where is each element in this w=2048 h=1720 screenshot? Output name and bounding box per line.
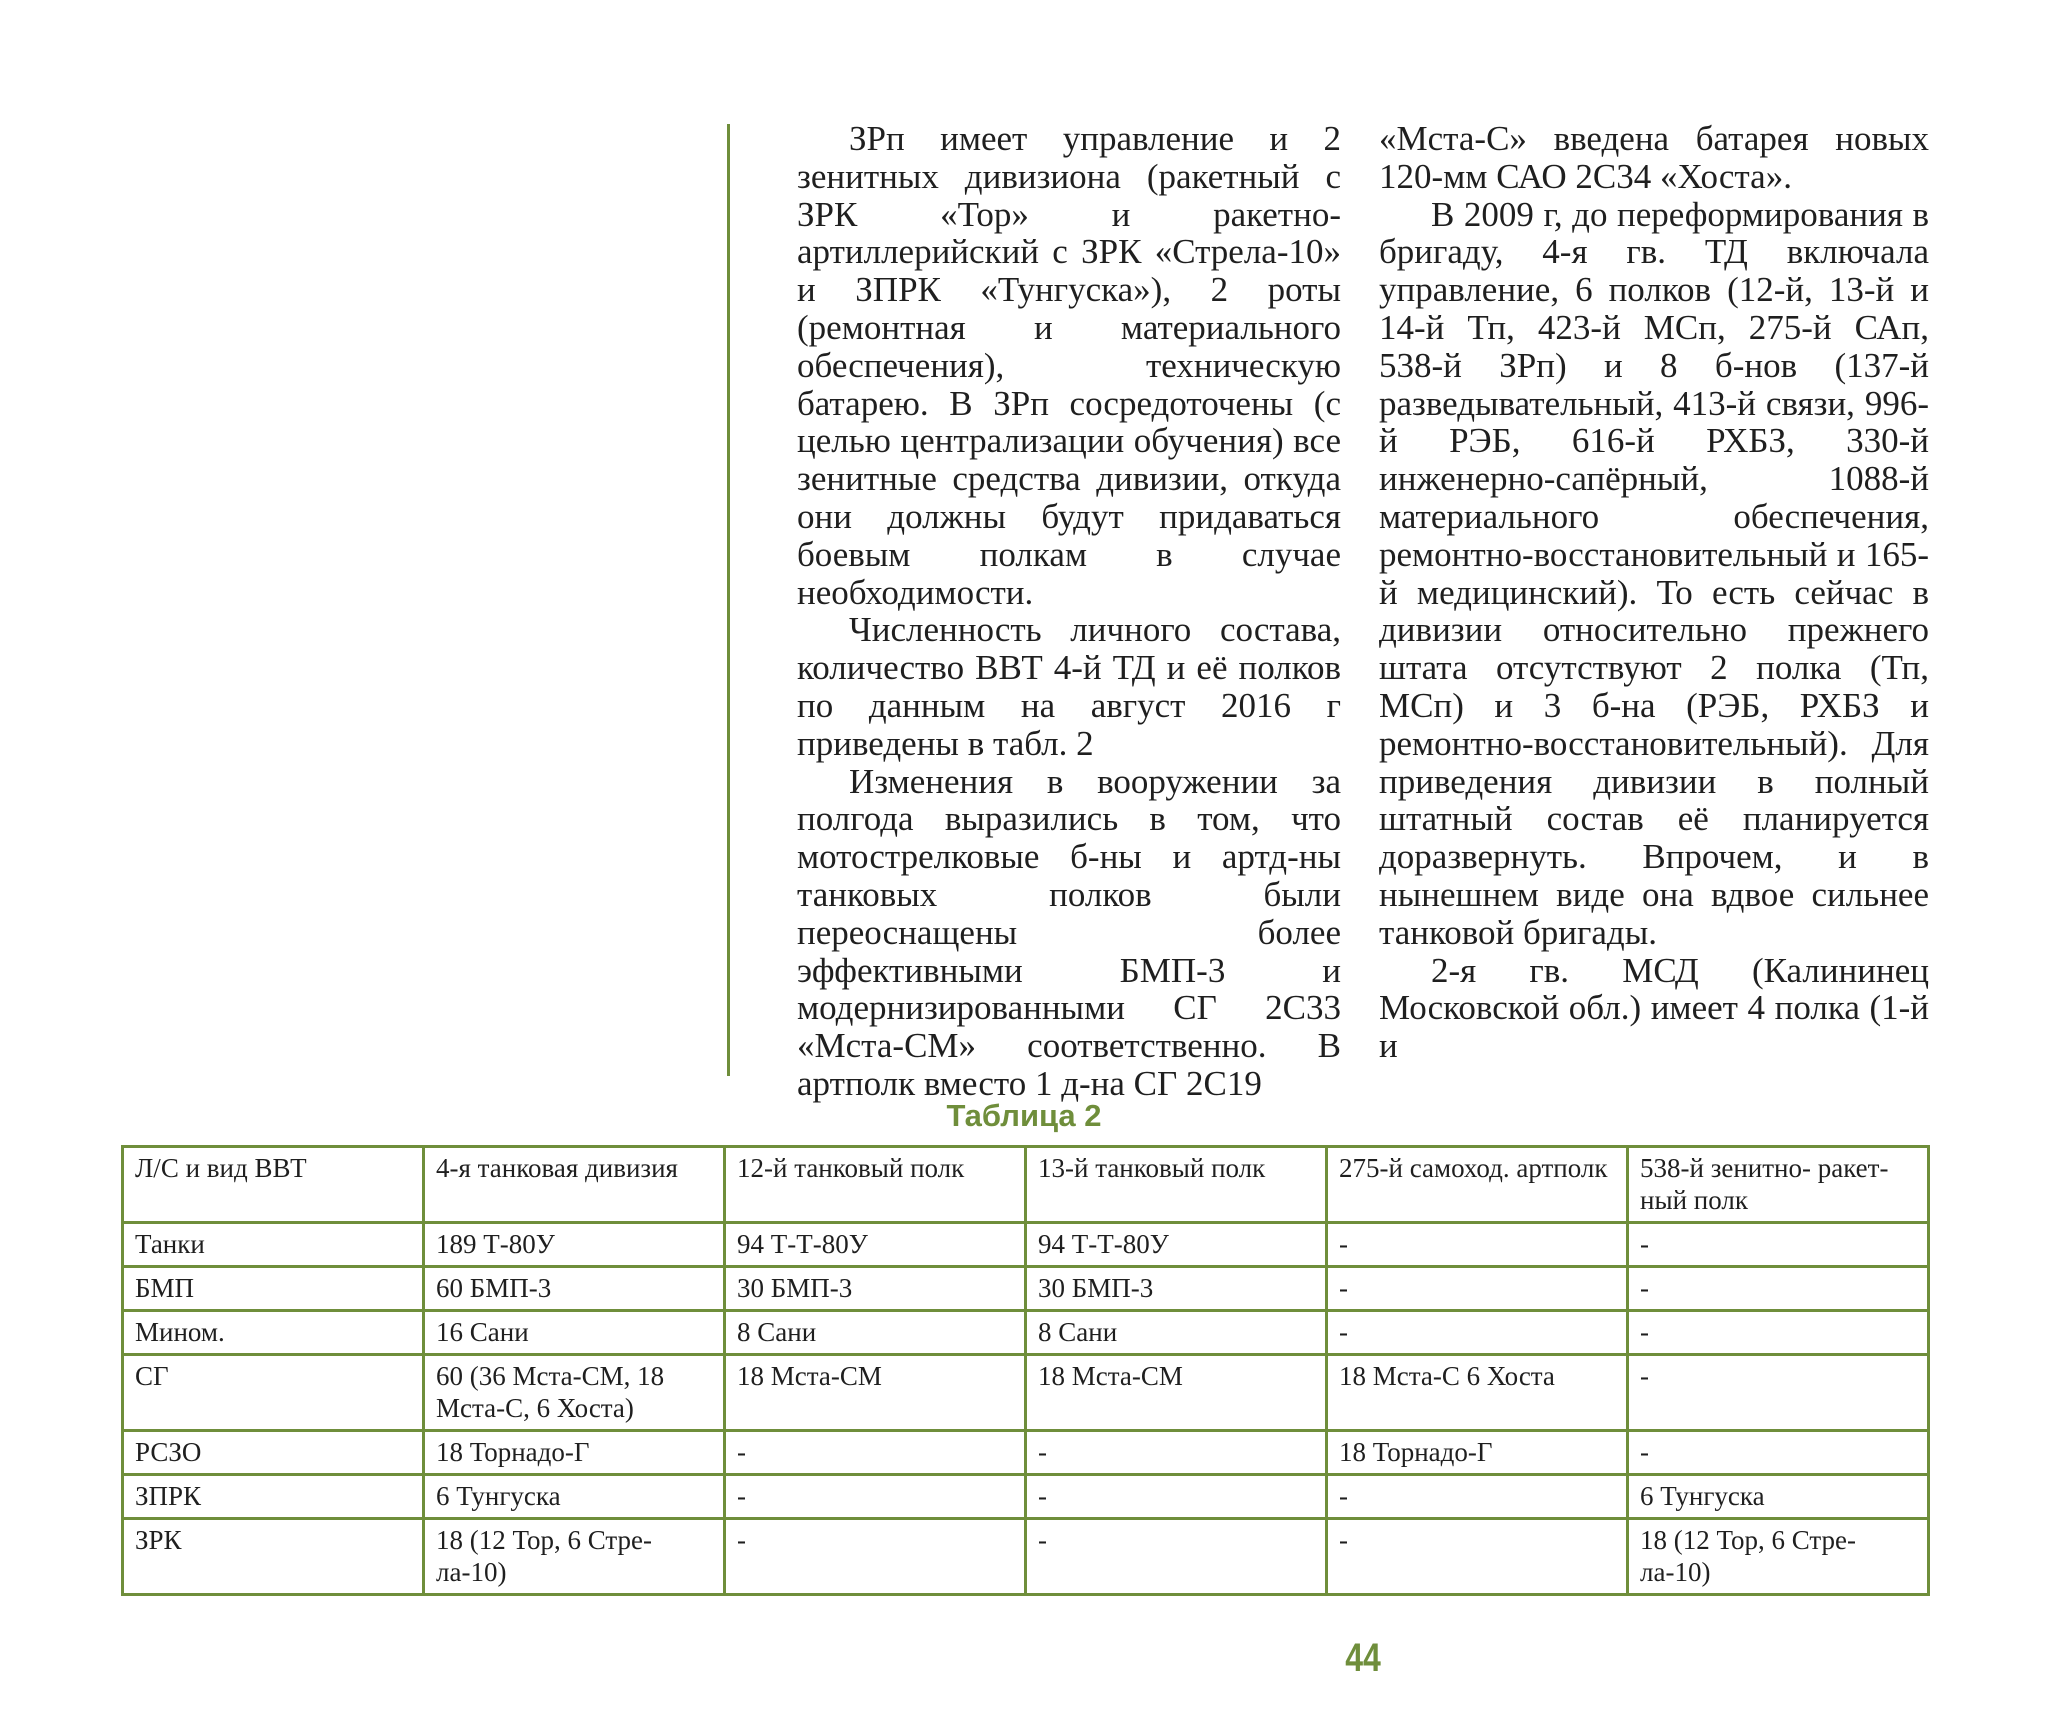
table-cell: Мином. — [123, 1311, 424, 1355]
column-divider-rule — [727, 124, 730, 1076]
table-cell: ЗРК — [123, 1519, 424, 1595]
table-cell: - — [725, 1475, 1026, 1519]
paragraph: Численность личного состава, количество ВВТ 4-й ТД и её полков по данным на август 2016 г приведены в табл. 2 — [797, 610, 1341, 763]
table-cell: РСЗО — [123, 1431, 424, 1475]
table-row — [123, 1475, 1929, 1519]
table-cell: 18 Мста-СМ — [1026, 1355, 1327, 1431]
table-cell: 60 (36 Мста-СМ, 18 Мста-С, 6 Хоста) — [424, 1355, 725, 1431]
table-cell: - — [1628, 1431, 1929, 1475]
header-cell: Л/С и вид ВВТ — [123, 1147, 424, 1223]
table-header-row — [123, 1147, 1929, 1223]
page-number: 44 — [1345, 1636, 1381, 1680]
table-row — [123, 1355, 1929, 1431]
table-cell: - — [1327, 1267, 1628, 1311]
header-cell: 275-й самоход. артполк — [1327, 1147, 1628, 1223]
table-cell: 189 Т-80У — [424, 1223, 725, 1267]
table-cell: - — [1327, 1223, 1628, 1267]
table-row — [123, 1267, 1929, 1311]
table-cell: - — [1327, 1311, 1628, 1355]
table-cell: - — [725, 1519, 1026, 1595]
table-cell: - — [725, 1431, 1026, 1475]
table-title: Таблица 2 — [946, 1098, 1102, 1133]
table-row — [123, 1311, 1929, 1355]
header-cell: 538-й зенитно- ракетный полк — [1628, 1147, 1929, 1223]
header-cell: 4-я танковая дивизия — [424, 1147, 725, 1223]
table-cell: 30 БМП-3 — [1026, 1267, 1327, 1311]
table-cell: 18 Мста-СМ — [725, 1355, 1026, 1431]
equipment-table — [121, 1145, 1930, 1596]
table-cell: - — [1327, 1519, 1628, 1595]
table-row — [123, 1431, 1929, 1475]
text-column-left — [797, 120, 1341, 1103]
table-cell: 8 Сани — [725, 1311, 1026, 1355]
header-cell: 13-й танковый полк — [1026, 1147, 1327, 1223]
table-cell: - — [1628, 1223, 1929, 1267]
table-cell: - — [1628, 1267, 1929, 1311]
paragraph: 2-я гв. МСД (Калининец Московской обл.) имеет 4 полка (1-й и — [1379, 950, 1929, 1066]
table-cell: 18 (12 Тор, 6 Стрела-10) — [424, 1519, 725, 1595]
table-row — [123, 1223, 1929, 1267]
table-cell: - — [1628, 1311, 1929, 1355]
paragraph: Изменения в вооружении за полгода выразились в том, что мотострелковые б-ны и артд-ны танковых полков были переоснащены более эффективными БМП-3 и модернизированными СГ 2С33 «Мста-СМ» соответственно. В артполк вместо 1 д-на СГ 2С19 — [797, 761, 1341, 1103]
table-cell: 18 (12 Тор, 6 Стрела-10) — [1628, 1519, 1929, 1595]
table-cell: 30 БМП-3 — [725, 1267, 1026, 1311]
table-cell: ЗПРК — [123, 1475, 424, 1519]
table-cell: 18 Торнадо-Г — [424, 1431, 725, 1475]
table-cell: 16 Сани — [424, 1311, 725, 1355]
paragraph: ЗРп имеет управление и 2 зенитных дивизиона (ракетный с ЗРК «Тор» и ракетно-артиллерийский с ЗРК «Стрела-10» и ЗПРК «Тунгуска»), 2 роты (ремонтная и материального обеспечения), техническую батарею. В ЗРп сосредоточены (с целью централизации обучения) все зенитные средства дивизии, откуда они должны будут придаваться боевым полкам в случае необходимости. — [797, 119, 1341, 612]
table-cell: - — [1628, 1355, 1929, 1431]
table-cell: 6 Тунгуска — [424, 1475, 725, 1519]
table-cell: 94 Т-Т-80У — [725, 1223, 1026, 1267]
table-cell: - — [1026, 1475, 1327, 1519]
paragraph: «Мста-С» введена батарея новых 120-мм САО 2С34 «Хоста». — [1379, 119, 1929, 196]
table-cell: 94 Т-Т-80У — [1026, 1223, 1327, 1267]
table-cell: 18 Торнадо-Г — [1327, 1431, 1628, 1475]
table-cell: 6 Тунгуска — [1628, 1475, 1929, 1519]
header-cell: 12-й танковый полк — [725, 1147, 1026, 1223]
table-cell: 60 БМП-3 — [424, 1267, 725, 1311]
table-cell: СГ — [123, 1355, 424, 1431]
table-row — [123, 1519, 1929, 1595]
table-cell: - — [1026, 1519, 1327, 1595]
text-column-right — [1379, 120, 1929, 1065]
table-cell: - — [1327, 1475, 1628, 1519]
paragraph: В 2009 г, до переформирования в бригаду, 4-я гв. ТД включала управление, 6 полков (12-й, 13-й и 14-й Тп, 423-й МСп, 275-й САп, 538-й ЗРп) и 8 б-нов (137-й разведывательный, 413-й связи, 996-й РЭБ, 616-й РХБЗ, 330-й инженерно-сапёрный, 1088-й материального обеспечения, ремонтно-восстановительный и 165-й медицинский). То есть сейчас в дивизии относительно прежнего штата отсутствуют 2 полка (Тп, МСп) и 3 б-на (РЭБ, РХБЗ и ремонтно-восстановительный). Для приведения дивизии в полный штатный состав её планируется доразвернуть. Впрочем, и в нынешнем виде она вдвое сильнее танковой бригады. — [1379, 194, 1929, 952]
table-cell: - — [1026, 1431, 1327, 1475]
table-cell: БМП — [123, 1267, 424, 1311]
table-cell: 18 Мста-С 6 Хоста — [1327, 1355, 1628, 1431]
table-cell: Танки — [123, 1223, 424, 1267]
table-cell: 8 Сани — [1026, 1311, 1327, 1355]
